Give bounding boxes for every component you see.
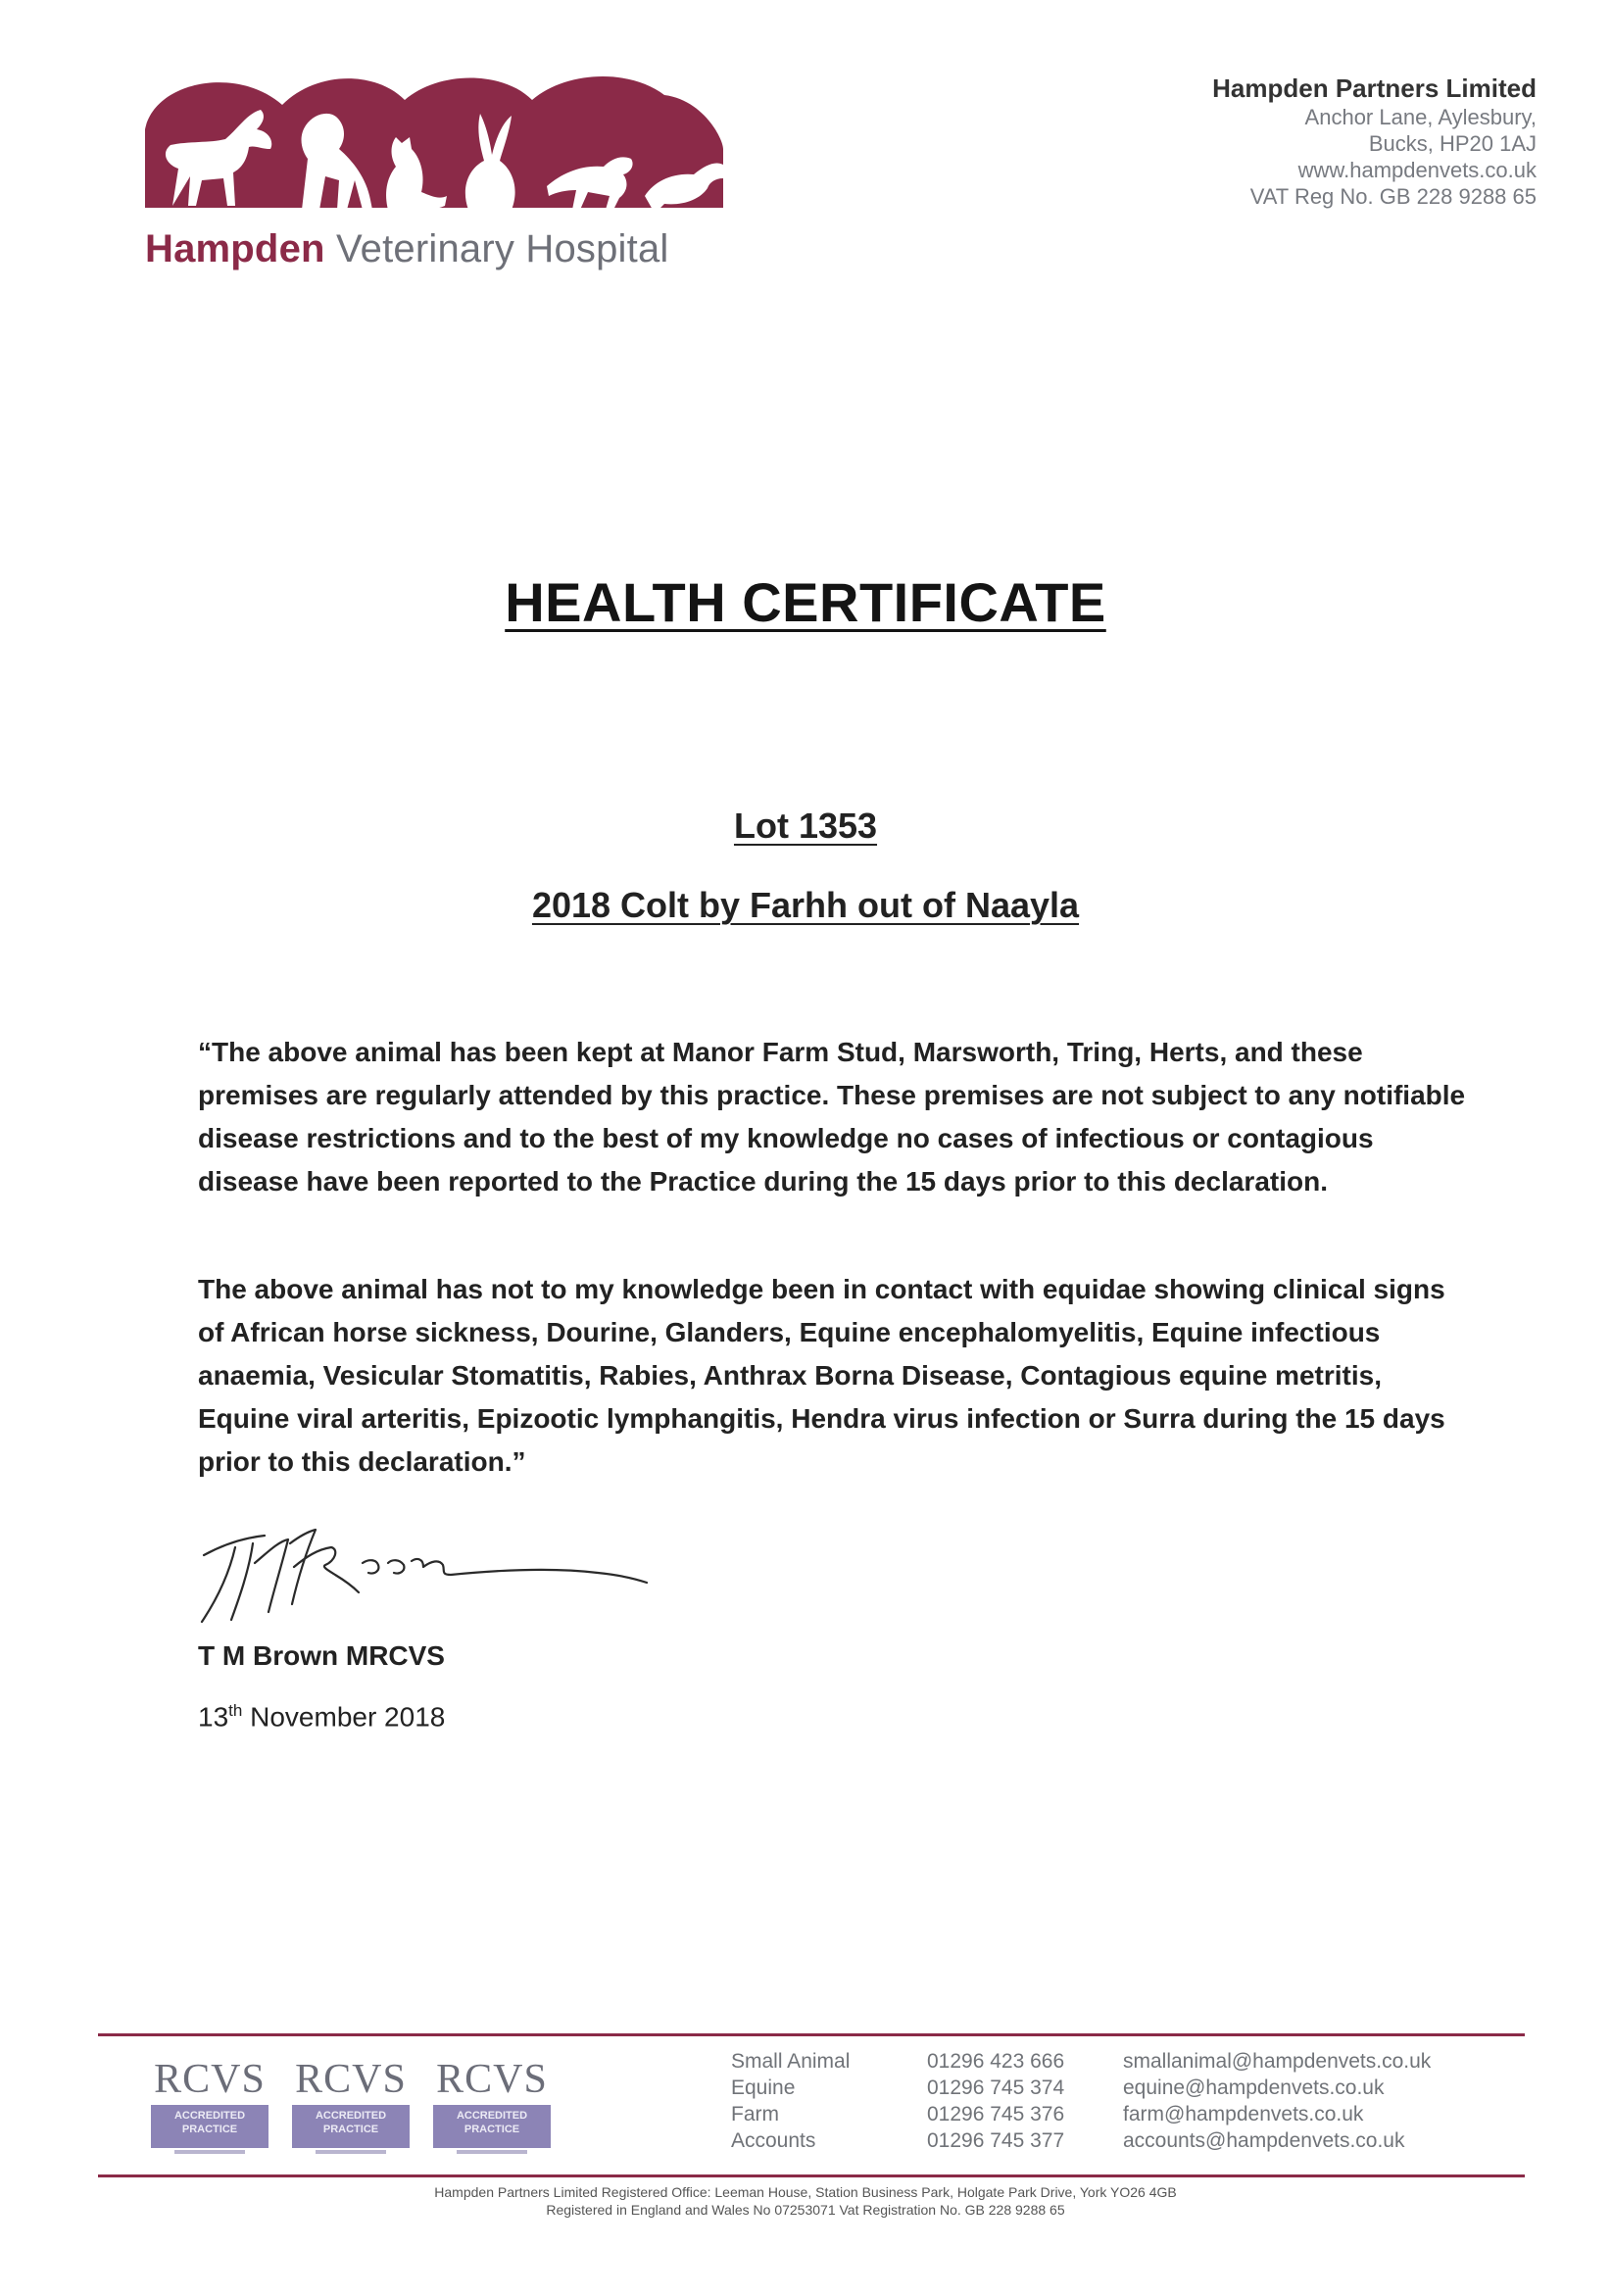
- declaration-paragraph-contact: The above animal has not to my knowledge been in contact with equidae showing clinical signs of African horse sickness, Dourine, Glanders, Equine encephalomyelitis, Equine infectious anaemia, Vesicular Stomatitis, Rabies, Anthrax Borna Disease, Contagious equine metritis, Equine viral arteritis, Epizootic lymphangitis, Hendra virus infection or Surra during the 15 days prior to this declaration.”: [198, 1274, 1445, 1477]
- rcvs-logo-text: RCVS: [295, 2057, 407, 2102]
- rcvs-badge-underline: [174, 2150, 245, 2154]
- footer-divider-top: [98, 2033, 1525, 2036]
- rcvs-accreditation-badge: [145, 2056, 274, 2158]
- phone-number: 01296 423 666: [927, 2050, 1065, 2073]
- email-address: smallanimal@hampdenvets.co.uk: [1123, 2050, 1432, 2073]
- certificate-title-text: HEALTH CERTIFICATE: [505, 571, 1106, 633]
- certificate-title: [0, 570, 1611, 634]
- vet-signature: [196, 1514, 657, 1632]
- company-name: Hampden Partners Limited: [1212, 73, 1537, 103]
- rcvs-badge-label: ACCREDITED PRACTICE: [292, 2105, 410, 2148]
- horse-description-text: 2018 Colt by Farhh out of Naayla: [531, 885, 1080, 925]
- rcvs-logo-text: RCVS: [154, 2057, 266, 2102]
- phone-number: 01296 745 374: [927, 2076, 1065, 2099]
- registered-office-line: Hampden Partners Limited Registered Office: Leeman House, Station Business Park, Holgate Park Drive, York YO26 4GB: [434, 2184, 1177, 2200]
- rcvs-accreditation-badge: [427, 2056, 557, 2158]
- lot-number: [0, 806, 1611, 847]
- registration-details: [0, 2183, 1611, 2219]
- signer-name: T M Brown MRCVS: [198, 1640, 445, 1671]
- department-label: Small Animal: [731, 2050, 851, 2073]
- date-month-year: November 2018: [242, 1701, 446, 1733]
- lot-number-text: Lot 1353: [733, 806, 878, 846]
- website-line: www.hampdenvets.co.uk: [1297, 158, 1537, 182]
- department-label: Farm: [731, 2103, 779, 2125]
- date-day: 13: [198, 1701, 229, 1733]
- rcvs-badge-underline: [316, 2150, 386, 2154]
- horse-description: [0, 885, 1611, 926]
- email-address: equine@hampdenvets.co.uk: [1123, 2076, 1385, 2099]
- animal-silhouettes-logo: [145, 71, 723, 218]
- company-address: [1212, 73, 1537, 210]
- email-address: farm@hampdenvets.co.uk: [1123, 2103, 1364, 2125]
- registration-number-line: Registered in England and Wales No 07253071 Vat Registration No. GB 228 9288 65: [546, 2202, 1065, 2218]
- rcvs-badge-label: ACCREDITED PRACTICE: [151, 2105, 268, 2148]
- footer-divider-bottom: [98, 2174, 1525, 2177]
- hospital-name-brand: Hampden: [145, 227, 325, 270]
- department-label: Accounts: [731, 2129, 816, 2152]
- rcvs-badge-underline: [457, 2150, 527, 2154]
- phone-number: 01296 745 377: [927, 2129, 1065, 2152]
- rcvs-accreditation-badge: [286, 2056, 415, 2158]
- hampden-logo: [145, 71, 723, 286]
- address-line: Anchor Lane, Aylesbury,: [1304, 105, 1537, 129]
- rcvs-badge-label: ACCREDITED PRACTICE: [433, 2105, 551, 2148]
- email-address: accounts@hampdenvets.co.uk: [1123, 2129, 1405, 2152]
- date-ordinal: th: [228, 1701, 243, 1720]
- hospital-name-rest: Veterinary Hospital: [324, 227, 669, 270]
- declaration-paragraph-premises: “The above animal has been kept at Manor Farm Stud, Marsworth, Tring, Herts, and these premises are regularly attended by this practice. These premises are not subject to any notifiable disease restrictions and to the best of my knowledge no cases of infectious or contagious disease have been reported to the Practice during the 15 days prior to this declaration.: [198, 1037, 1466, 1197]
- hospital-name: [145, 227, 669, 271]
- phone-number: 01296 745 376: [927, 2103, 1065, 2125]
- address-line: Bucks, HP20 1AJ: [1368, 131, 1537, 156]
- certificate-date: [198, 1701, 445, 1733]
- rcvs-logo-text: RCVS: [436, 2057, 548, 2102]
- vat-line: VAT Reg No. GB 228 9288 65: [1249, 184, 1537, 209]
- department-label: Equine: [731, 2076, 796, 2099]
